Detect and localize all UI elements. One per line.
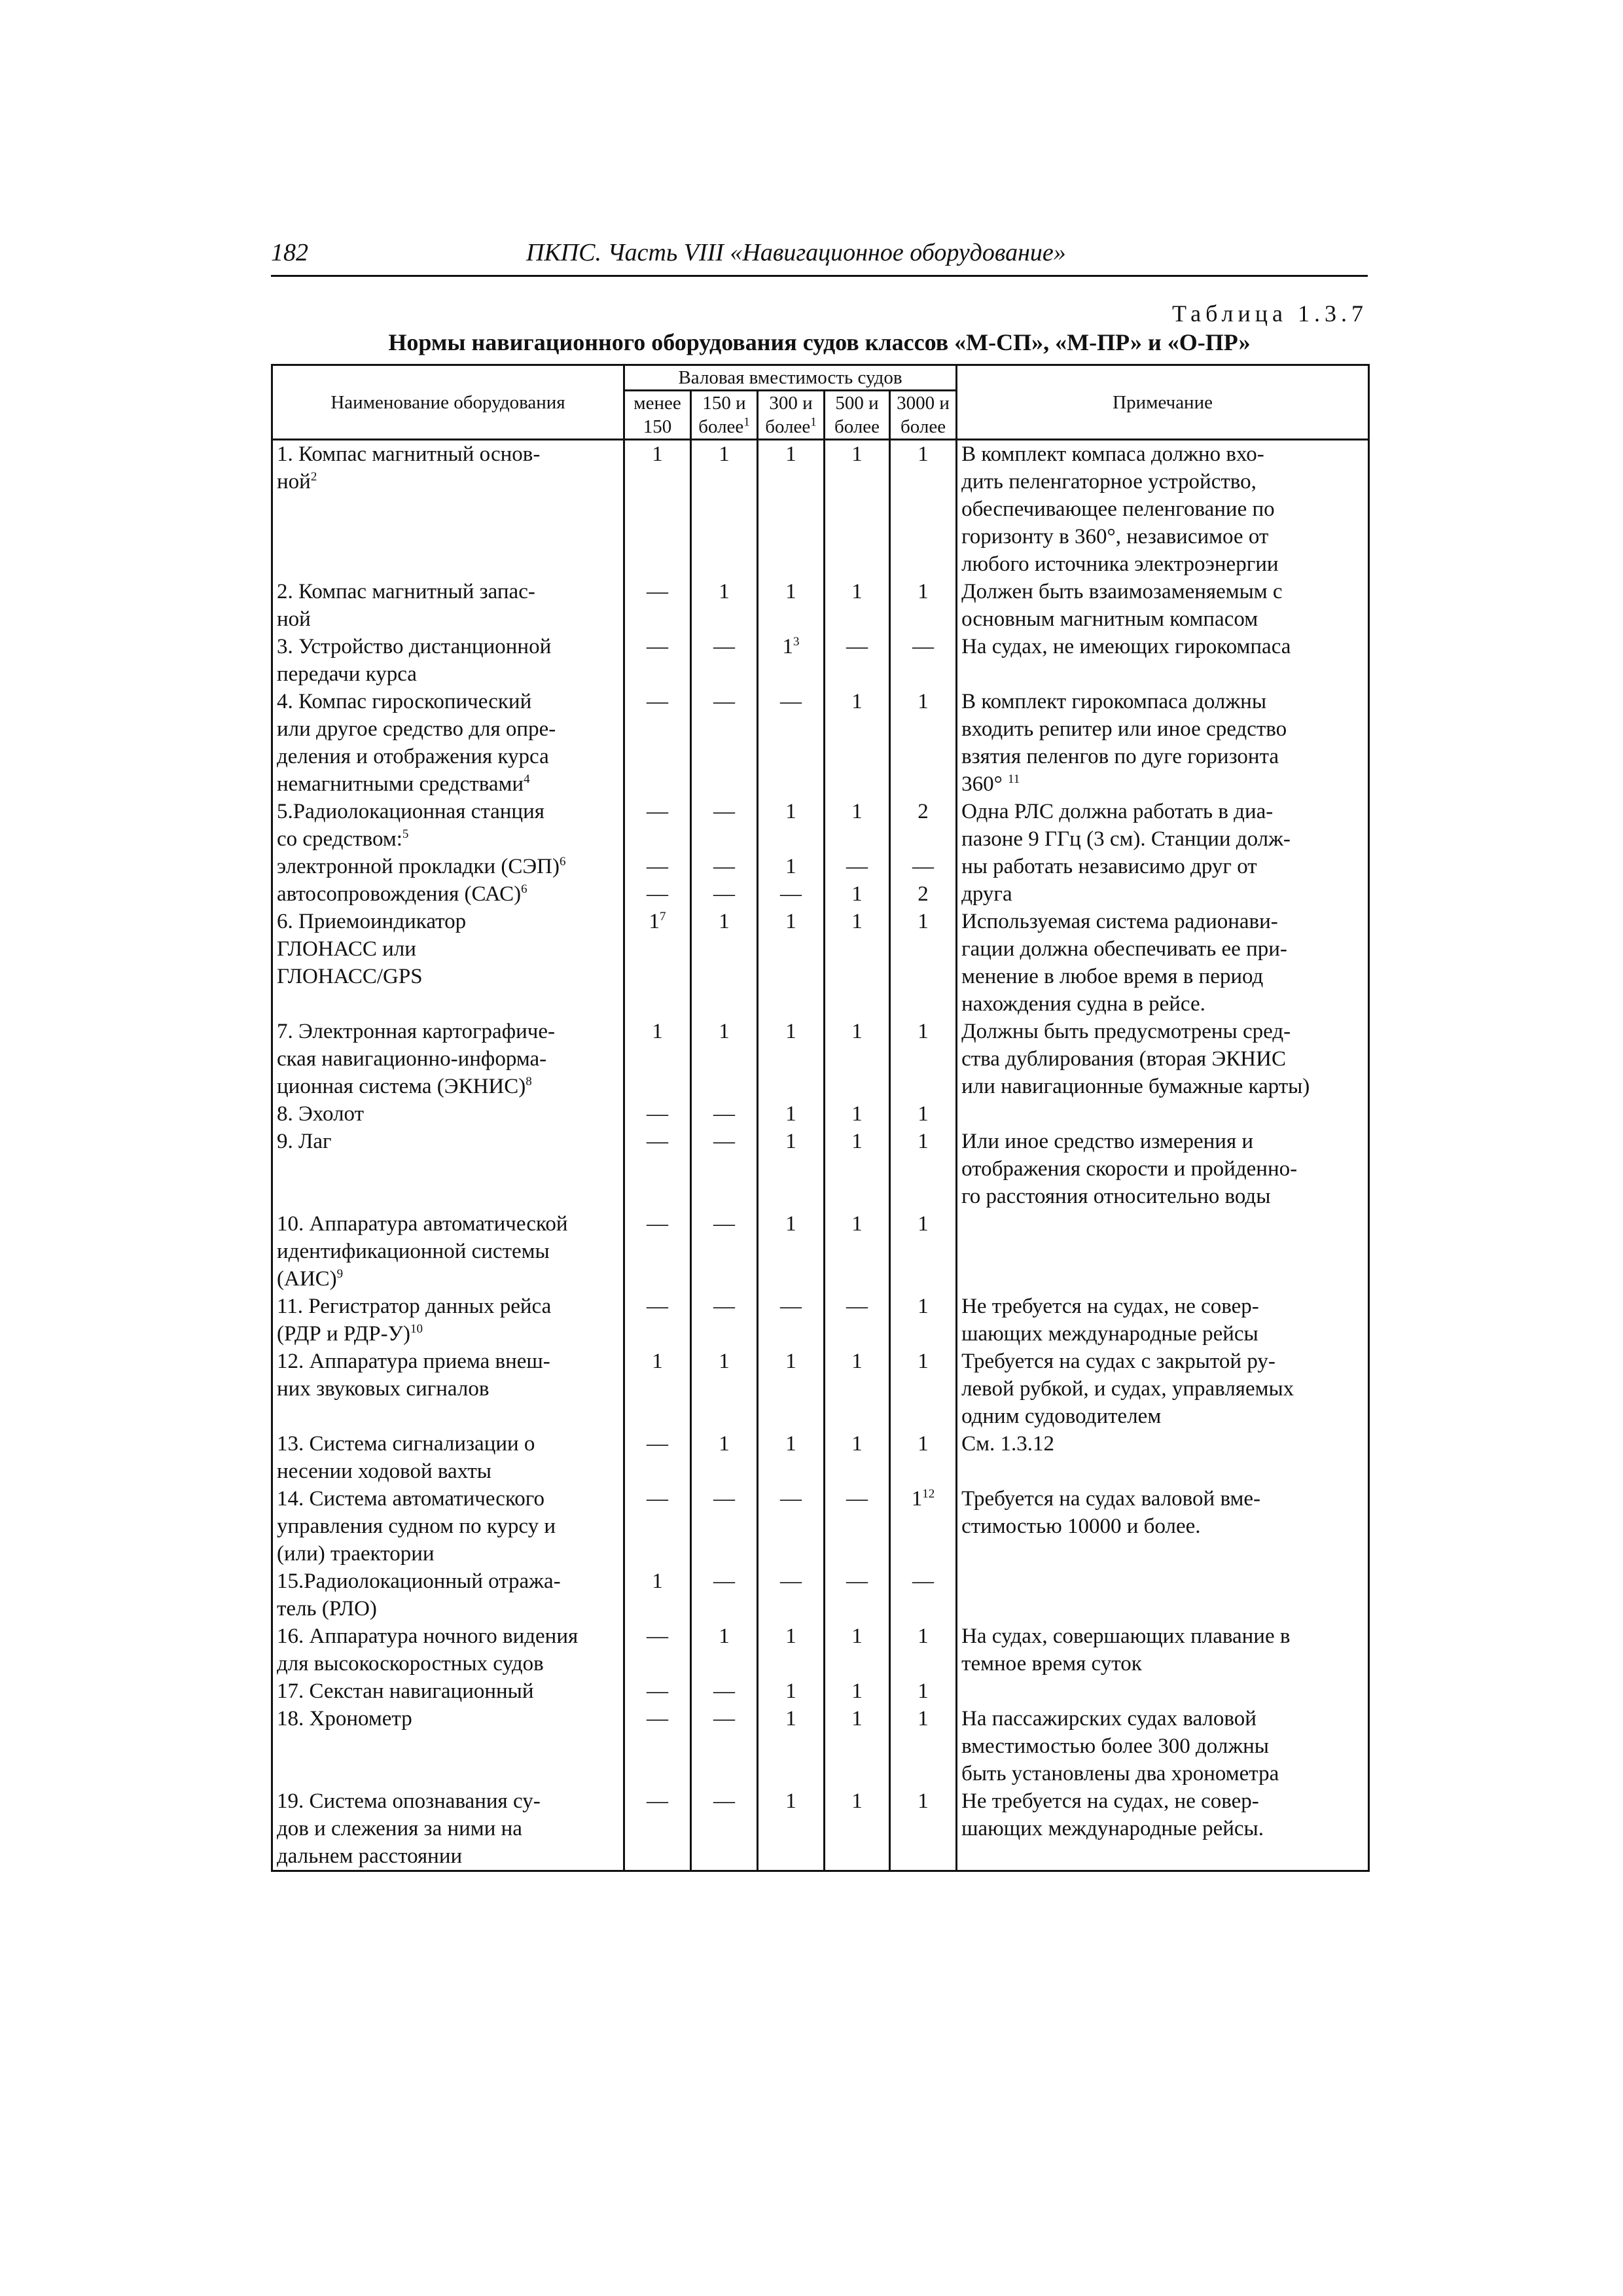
equipment-name-cell: 11. Регистратор данных рейса (РДР и РДР-У)$^{10}$ <box>272 1293 624 1348</box>
tonnage-value-cell: 1 <box>825 1623 890 1677</box>
tonnage-value-cell: 1 <box>825 880 890 908</box>
table-row <box>272 1128 1369 1210</box>
column-header-tonnage: 3000 и более <box>890 391 957 440</box>
tonnage-value-cell: — <box>758 880 825 908</box>
equipment-name-cell: 14. Система автоматического управления судном по курсу и (или) траектории <box>272 1485 624 1568</box>
column-header-tonnage: 150 и более$^1$ <box>691 391 758 440</box>
table-row <box>272 1677 1369 1705</box>
tonnage-value-cell: — <box>624 798 691 853</box>
note-cell: На пассажирских судах валовой вместимостью более 300 должны быть установлены два хронометра <box>957 1705 1369 1787</box>
note-cell: Или иное средство измерения и отображения скорости и пройденно- го расстояния относительно воды <box>957 1128 1369 1210</box>
running-title: ПКПС. Часть VIII «Навигационное оборудование» <box>526 239 1066 266</box>
equipment-name-cell: 18. Хронометр <box>272 1705 624 1787</box>
tonnage-value-cell: 1 <box>758 1100 825 1128</box>
tonnage-value-cell: 1 <box>758 1210 825 1293</box>
tonnage-value-cell: 1 <box>825 578 890 633</box>
note-cell <box>957 1100 1369 1128</box>
table-row <box>272 880 1369 908</box>
equipment-name-cell: 8. Эхолот <box>272 1100 624 1128</box>
tonnage-value-cell: — <box>691 853 758 880</box>
tonnage-value-cell: — <box>825 1293 890 1348</box>
tonnage-value-cell: — <box>825 1485 890 1568</box>
table-row <box>272 1485 1369 1568</box>
table-row <box>272 798 1369 853</box>
note-cell: На судах, совершающих плавание в темное время суток <box>957 1623 1369 1677</box>
note-cell: ны работать независимо друг от <box>957 853 1369 880</box>
tonnage-value-cell: 1 <box>691 1623 758 1677</box>
tonnage-value-cell: 1 <box>758 1128 825 1210</box>
equipment-name-cell: 16. Аппаратура ночного видения для высокоскоростных судов <box>272 1623 624 1677</box>
tonnage-value-cell: 1 <box>691 440 758 579</box>
column-header-tonnage: 500 и более <box>825 391 890 440</box>
tonnage-value-cell: 1 <box>825 688 890 798</box>
tonnage-value-cell: — <box>624 1293 691 1348</box>
table-row <box>272 1430 1369 1485</box>
tonnage-value-cell: 1 <box>825 1018 890 1100</box>
tonnage-value-cell: 1 <box>691 1348 758 1430</box>
tonnage-value-cell: 1 <box>825 1787 890 1871</box>
tonnage-value-cell: 1 <box>758 853 825 880</box>
note-cell: См. 1.3.12 <box>957 1430 1369 1485</box>
table-row <box>272 578 1369 633</box>
tonnage-value-cell: — <box>624 1623 691 1677</box>
tonnage-value-cell: — <box>624 688 691 798</box>
tonnage-value-cell: — <box>758 1568 825 1623</box>
equipment-name-cell: 17. Секстан навигационный <box>272 1677 624 1705</box>
tonnage-value-cell: 1 <box>825 908 890 1018</box>
equipment-name-cell: автосопровождения (САС)$^6$ <box>272 880 624 908</box>
tonnage-value-cell: 1 <box>691 1018 758 1100</box>
tonnage-value-cell: 1 <box>890 1100 957 1128</box>
tonnage-value-cell: 1 <box>691 578 758 633</box>
note-cell <box>957 1568 1369 1623</box>
tonnage-value-cell: 1 <box>758 1348 825 1430</box>
tonnage-value-cell: — <box>890 1568 957 1623</box>
tonnage-value-cell: — <box>691 1568 758 1623</box>
equipment-name-cell: 9. Лаг <box>272 1128 624 1210</box>
equipment-name-cell: электронной прокладки (СЭП)$^6$ <box>272 853 624 880</box>
tonnage-value-cell: 1 <box>825 1348 890 1430</box>
equipment-name-cell: 6. Приемоиндикатор ГЛОНАСС или ГЛОНАСС/GPS <box>272 908 624 1018</box>
note-cell <box>957 1677 1369 1705</box>
tonnage-value-cell: — <box>624 1210 691 1293</box>
tonnage-value-cell: — <box>624 1677 691 1705</box>
table-row <box>272 1100 1369 1128</box>
note-cell: Не требуется на судах, не совер- шающих международные рейсы. <box>957 1787 1369 1871</box>
table-row <box>272 1787 1369 1871</box>
equipment-name-cell: 3. Устройство дистанционной передачи курса <box>272 633 624 688</box>
tonnage-value-cell: — <box>691 1787 758 1871</box>
tonnage-value-cell: 1 <box>890 578 957 633</box>
table-row <box>272 1293 1369 1348</box>
tonnage-value-cell: — <box>624 1787 691 1871</box>
tonnage-value-cell: — <box>825 1568 890 1623</box>
tonnage-value-cell: $1^{12}$ <box>890 1485 957 1568</box>
table-label: Таблица 1.3.7 <box>1172 300 1368 327</box>
tonnage-value-cell: 2 <box>890 880 957 908</box>
tonnage-value-cell: 1 <box>825 1430 890 1485</box>
equipment-name-cell: 10. Аппаратура автоматической идентификационной системы (АИС)$^9$ <box>272 1210 624 1293</box>
note-cell: Одна РЛС должна работать в диа- пазоне 9 ГГц (3 см). Станции долж- <box>957 798 1369 853</box>
equipment-name-cell: 2. Компас магнитный запас- ной <box>272 578 624 633</box>
tonnage-value-cell: — <box>758 1485 825 1568</box>
column-header-tonnage-group: Валовая вместимость судов <box>624 365 957 391</box>
tonnage-value-cell: — <box>691 1705 758 1787</box>
table-row <box>272 688 1369 798</box>
tonnage-value-cell: 1 <box>890 440 957 579</box>
column-header-note: Примечание <box>957 365 1369 440</box>
note-cell: В комплект гирокомпаса должны входить репитер или иное средство взятия пеленгов по дуге горизонта 360° $^{11}$ <box>957 688 1369 798</box>
note-cell: Требуется на судах с закрытой ру- левой рубкой, и судах, управляемых одним судоводителем <box>957 1348 1369 1430</box>
table-row <box>272 1018 1369 1100</box>
tonnage-value-cell: — <box>624 1430 691 1485</box>
tonnage-value-cell: — <box>691 880 758 908</box>
column-header-tonnage: менее 150 <box>624 391 691 440</box>
equipment-name-cell: 15.Радиолокационный отража- тель (РЛО) <box>272 1568 624 1623</box>
tonnage-value-cell: 1 <box>758 440 825 579</box>
tonnage-value-cell: — <box>624 1100 691 1128</box>
equipment-name-cell: 5.Радиолокационная станция со средством:$^5$ <box>272 798 624 853</box>
tonnage-value-cell: 1 <box>825 1677 890 1705</box>
tonnage-value-cell: — <box>758 688 825 798</box>
note-cell: Должен быть взаимозаменяемым с основным магнитным компасом <box>957 578 1369 633</box>
tonnage-value-cell: 1 <box>890 688 957 798</box>
tonnage-value-cell: 1 <box>890 1293 957 1348</box>
tonnage-value-cell: 1 <box>758 798 825 853</box>
tonnage-value-cell: 1 <box>825 1705 890 1787</box>
tonnage-value-cell: 1 <box>758 908 825 1018</box>
tonnage-value-cell: — <box>691 1100 758 1128</box>
tonnage-value-cell: — <box>691 633 758 688</box>
equipment-name-cell: 19. Система опознавания су- дов и слежения за ними на дальнем расстоянии <box>272 1787 624 1871</box>
tonnage-value-cell: 1 <box>758 1787 825 1871</box>
tonnage-value-cell: — <box>691 688 758 798</box>
table-body <box>272 440 1369 1871</box>
tonnage-value-cell: 1 <box>890 1018 957 1100</box>
tonnage-value-cell: 1 <box>890 1128 957 1210</box>
tonnage-value-cell: 1 <box>825 1128 890 1210</box>
tonnage-value-cell: 1 <box>825 798 890 853</box>
tonnage-value-cell: 1 <box>758 1677 825 1705</box>
tonnage-value-cell: 1 <box>825 1100 890 1128</box>
tonnage-value-cell: 1 <box>691 908 758 1018</box>
tonnage-value-cell: — <box>624 633 691 688</box>
table-row <box>272 1210 1369 1293</box>
tonnage-value-cell: 1 <box>825 1210 890 1293</box>
tonnage-value-cell: — <box>758 1293 825 1348</box>
note-cell: На судах, не имеющих гирокомпаса <box>957 633 1369 688</box>
tonnage-value-cell: — <box>825 853 890 880</box>
tonnage-value-cell: 1 <box>624 1348 691 1430</box>
tonnage-value-cell: — <box>624 1705 691 1787</box>
tonnage-value-cell: — <box>624 880 691 908</box>
table-row <box>272 1568 1369 1623</box>
tonnage-value-cell: 1 <box>758 1623 825 1677</box>
table-title: Нормы навигационного оборудования судов классов «М-СП», «М-ПР» и «О-ПР» <box>388 329 1251 355</box>
note-cell <box>957 1210 1369 1293</box>
tonnage-value-cell: — <box>691 1210 758 1293</box>
note-cell: В комплект компаса должно вхо- дить пеленгаторное устройство, обеспечивающее пеленгование по горизонту в 360°, независимое от любого источника электроэнергии <box>957 440 1369 579</box>
equipment-name-cell: 1. Компас магнитный основ- ной$^2$ <box>272 440 624 579</box>
tonnage-value-cell: 2 <box>890 798 957 853</box>
tonnage-value-cell: — <box>624 1485 691 1568</box>
tonnage-value-cell: 1 <box>890 1210 957 1293</box>
tonnage-value-cell: — <box>691 1677 758 1705</box>
tonnage-value-cell: — <box>691 1128 758 1210</box>
table-row <box>272 1705 1369 1787</box>
running-header <box>271 236 1368 272</box>
tonnage-value-cell: — <box>691 1485 758 1568</box>
tonnage-value-cell: 1 <box>624 440 691 579</box>
tonnage-value-cell: — <box>624 1128 691 1210</box>
tonnage-value-cell: 1 <box>624 1018 691 1100</box>
note-cell: Требуется на судах валовой вме- стимостью 10000 и более. <box>957 1485 1369 1568</box>
note-cell: Должны быть предусмотрены сред- ства дублирования (вторая ЭКНИС или навигационные бумажные карты) <box>957 1018 1369 1100</box>
table-row <box>272 853 1369 880</box>
document-page <box>271 236 1368 1868</box>
tonnage-value-cell: — <box>890 633 957 688</box>
equipment-norms-table <box>271 364 1370 1872</box>
tonnage-value-cell: 1 <box>890 1677 957 1705</box>
column-header-name: Наименование оборудования <box>272 365 624 440</box>
tonnage-value-cell: 1 <box>758 578 825 633</box>
tonnage-value-cell: 1 <box>825 440 890 579</box>
equipment-name-cell: 7. Электронная картографиче- ская навигационно-информа- ционная система (ЭКНИС)$^8$ <box>272 1018 624 1100</box>
tonnage-value-cell: 1 <box>890 1787 957 1871</box>
table-row <box>272 440 1369 579</box>
table-row <box>272 908 1369 1018</box>
tonnage-value-cell: — <box>825 633 890 688</box>
equipment-name-cell: 13. Система сигнализации о несении ходовой вахты <box>272 1430 624 1485</box>
note-cell: друга <box>957 880 1369 908</box>
tonnage-value-cell: 1 <box>890 1348 957 1430</box>
table-row <box>272 633 1369 688</box>
tonnage-value-cell: $1^3$ <box>758 633 825 688</box>
tonnage-value-cell: — <box>624 578 691 633</box>
tonnage-value-cell: 1 <box>890 908 957 1018</box>
equipment-name-cell: 4. Компас гироскопический или другое средство для опре- деления и отображения курса немагнитными средствами$^4$ <box>272 688 624 798</box>
tonnage-value-cell: — <box>624 853 691 880</box>
column-header-tonnage: 300 и более$^1$ <box>758 391 825 440</box>
table-row <box>272 1348 1369 1430</box>
tonnage-value-cell: 1 <box>624 1568 691 1623</box>
tonnage-value-cell: — <box>691 1293 758 1348</box>
tonnage-value-cell: 1 <box>890 1623 957 1677</box>
tonnage-value-cell: 1 <box>758 1705 825 1787</box>
tonnage-value-cell: 1 <box>890 1430 957 1485</box>
page-number: 182 <box>271 239 308 266</box>
tonnage-value-cell: 1 <box>758 1430 825 1485</box>
tonnage-value-cell: 1 <box>890 1705 957 1787</box>
tonnage-value-cell: 1 <box>691 1430 758 1485</box>
equipment-name-cell: 12. Аппаратура приема внеш- них звуковых сигналов <box>272 1348 624 1430</box>
tonnage-value-cell: $1^7$ <box>624 908 691 1018</box>
tonnage-value-cell: — <box>890 853 957 880</box>
note-cell: Используемая система радионави- гации должна обеспечивать ее при- менение в любое время в период нахождения судна в рейсе. <box>957 908 1369 1018</box>
note-cell: Не требуется на судах, не совер- шающих международные рейсы <box>957 1293 1369 1348</box>
tonnage-value-cell: — <box>691 798 758 853</box>
table-row <box>272 1623 1369 1677</box>
tonnage-value-cell: 1 <box>758 1018 825 1100</box>
header-rule <box>271 275 1368 277</box>
